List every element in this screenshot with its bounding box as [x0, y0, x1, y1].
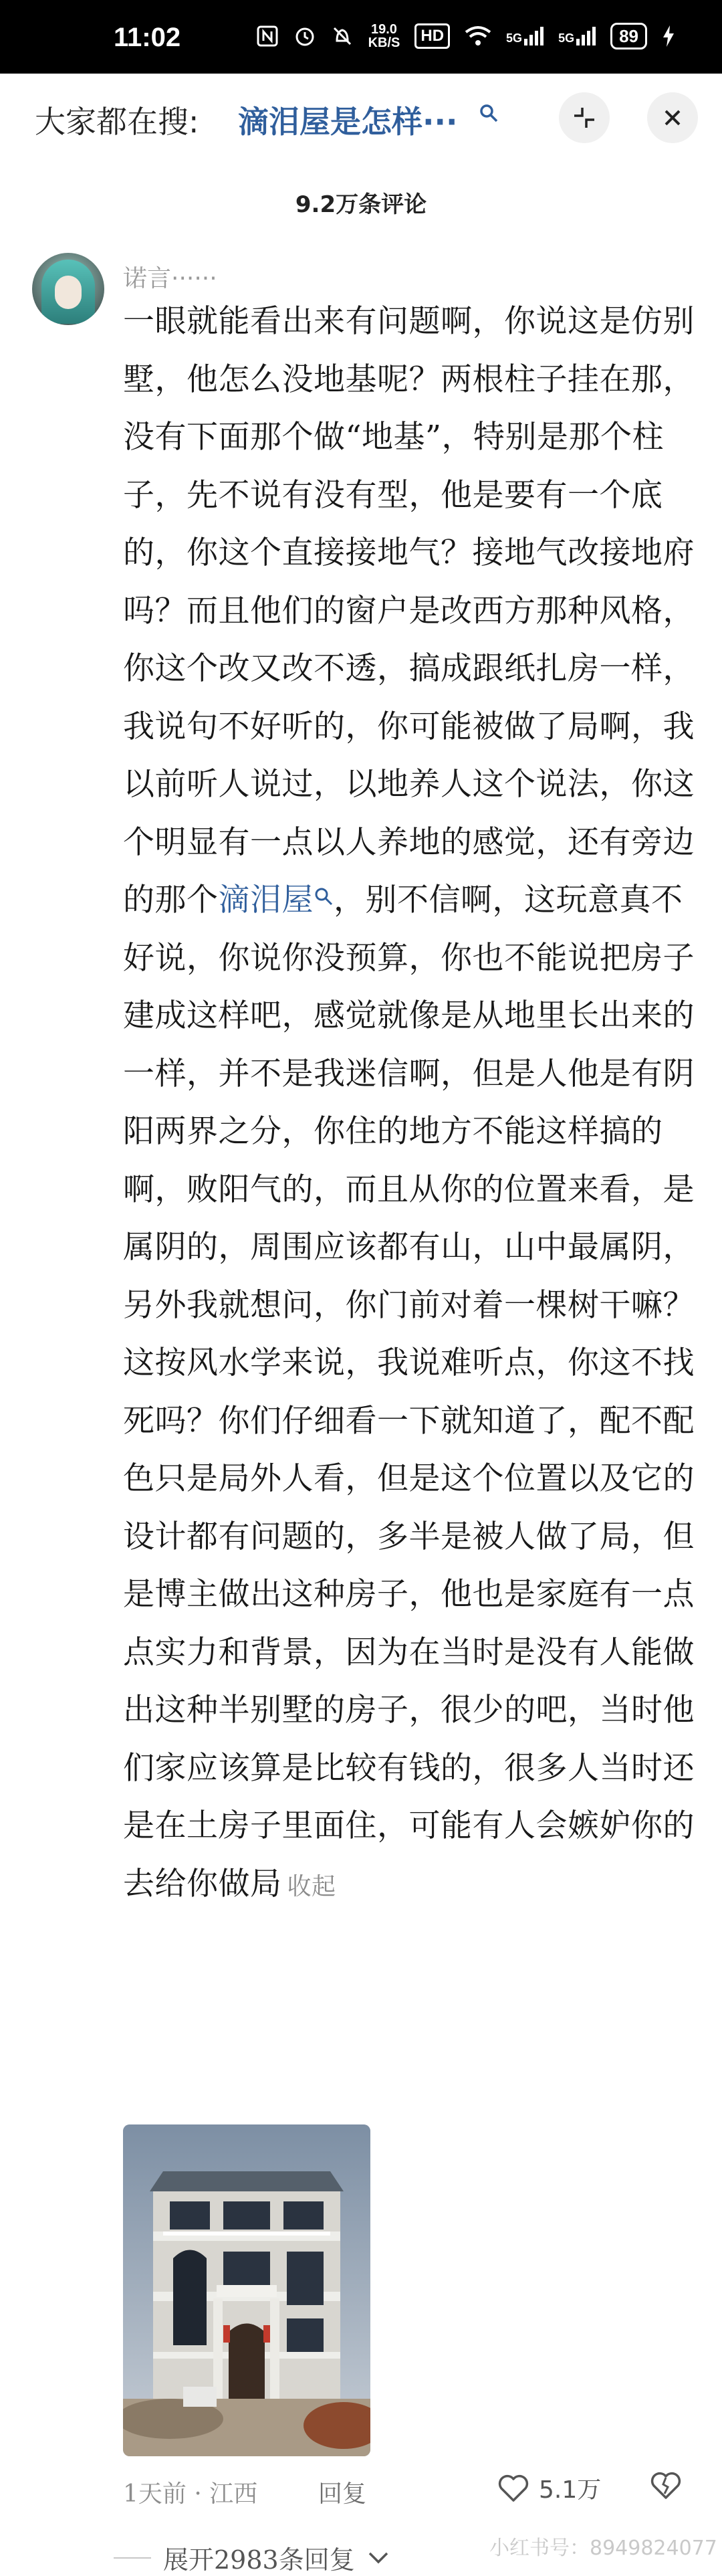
collapse-icon [572, 105, 597, 130]
search-icon[interactable] [479, 103, 499, 123]
signal-label: 5G [506, 31, 523, 45]
comment-username[interactable]: 诺言······ [123, 265, 217, 292]
status-bar [0, 0, 722, 74]
avatar[interactable] [32, 253, 104, 325]
status-icons [256, 23, 675, 49]
comment-text-part-2: ，别不信啊，这玩意真不好说，你说你没预算，你也不能说把房子建成这样吧，感觉就像是从地里长出来的一样，并不是我迷信啊，但是人他是有阴阳两界之分，你住的地方不能这样搞的啊，败阳气的，而且从你的位置来看，是属阴的，周围应该都有山，山中最属阴，另外我就想问，你门前对着一棵树干嘛？这按风水学来说，我说难听点，你这不找死吗？你们仔细看一下就知道了，配不配色只是局外人看，但是这个位置以及它的设计都有问题的，多半是被人做了局，但是博主做出这种房子，他也是家庭有一点点实力和背景，因为在当时是没有人能做出这种半别墅的房子，很少的吧，当时他们家应该算是比较有钱的，很多人当时还是在土房子里面住，可能有人会嫉妒你的去给你做局 [123, 882, 695, 1902]
comment-time-location: 1天前 · 江西 [123, 2480, 258, 2508]
heart-icon [497, 2474, 529, 2503]
status-time: 11:02 [114, 23, 181, 52]
net-speed [368, 23, 400, 49]
battery-icon: 89 [610, 23, 647, 49]
comment-count: 9.2万条评论 [295, 191, 427, 218]
collapse-button[interactable] [559, 92, 610, 143]
broken-heart-icon [650, 2471, 682, 2500]
chevron-down-icon [367, 2551, 390, 2565]
hd-badge: HD [414, 23, 450, 49]
expand-divider [114, 2557, 151, 2559]
search-banner [0, 74, 722, 158]
wifi-icon [465, 25, 491, 47]
signal-icon [506, 27, 544, 45]
comment-search-link[interactable]: 滴泪屋 [218, 882, 314, 918]
alarm-icon [293, 25, 316, 47]
expand-replies-label: 展开2983条回复 [163, 2545, 355, 2575]
search-suggestion-link[interactable]: 滴泪屋是怎样··· [238, 104, 458, 140]
signal-label-2: 5G [558, 31, 575, 45]
reply-button[interactable]: 回复 [318, 2480, 367, 2508]
comment-body [123, 293, 698, 1916]
expand-replies-button[interactable] [114, 2539, 390, 2576]
collapse-text-button[interactable]: 收起 [287, 1872, 336, 1900]
close-icon [663, 108, 683, 128]
like-count: 5.1万 [539, 2476, 602, 2504]
charging-icon [662, 25, 675, 47]
search-icon[interactable] [314, 886, 334, 906]
mute-icon [331, 25, 354, 47]
comment-text-part-1: 一眼就能看出来有问题啊，你说这是仿别墅，他怎么没地基呢？两根柱子挂在那，没有下面那个做“地基”，特别是那个柱子，先不说有没有型，他是要有一个底的，你这个直接接地气？接地气改接地府吗？而且他们的窗户是改西方那种风格，你这个改又改不透，搞成跟纸扎房一样，我说句不好听的，你可能被做了局啊，我以前听人说过，以地养人这个说法，你这个明显有一点以人养地的感觉，还有旁边的那个 [123, 303, 695, 918]
comment-photo[interactable] [123, 2124, 370, 2456]
like-button[interactable] [497, 2471, 601, 2505]
nfc-icon [256, 25, 279, 47]
house-photo [123, 2124, 370, 2456]
signal-icon-2 [558, 27, 596, 45]
net-speed-value: 19.0 [371, 22, 397, 37]
search-prefix: 大家都在搜: [35, 104, 199, 140]
close-button[interactable] [647, 92, 698, 143]
dislike-button[interactable] [650, 2471, 682, 2503]
watermark: 小红书号：8949824077 [489, 2537, 717, 2560]
net-speed-unit: KB/S [368, 35, 400, 50]
